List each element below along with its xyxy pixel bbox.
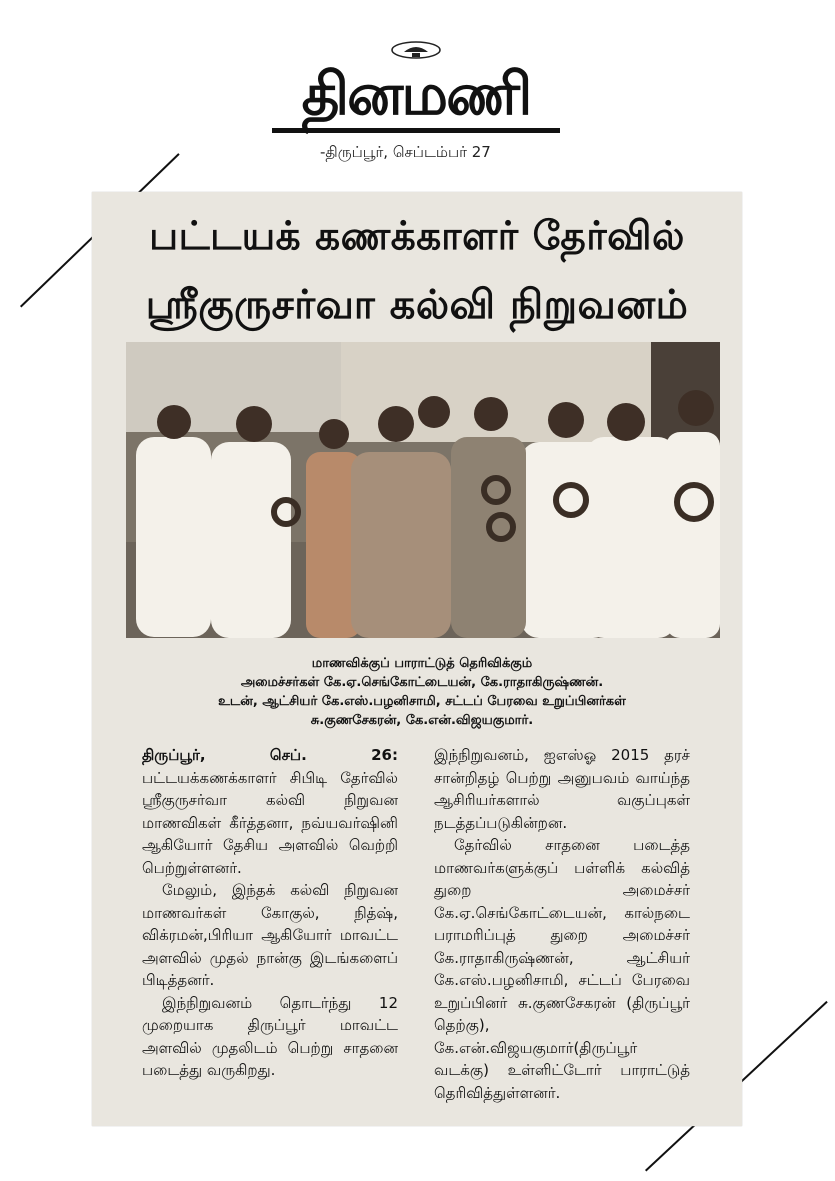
article-paragraph: இந்நிறுவனம் தொடர்ந்து 12 முறையாக திருப்பூர் மாவட்ட அளவில் முதலிடம் பெற்று சாதனை படைத்து வருகிறது.: [142, 993, 398, 1079]
article-paragraph: மேலும், இந்தக் கல்வி நிறுவன மாணவர்கள் கோகுல், நித்ஷ், விக்ரமன்,பிரியா ஆகியோர் மாவட்ட அளவில் முதல் நான்கு இடங்களைப் பிடித்தனர்.: [142, 881, 398, 989]
article-lead: திருப்பூர், செப். 26:: [142, 746, 398, 764]
masthead: [270, 36, 562, 136]
masthead-rule: [272, 128, 560, 133]
event-photo-illustration: [126, 342, 720, 638]
photo-caption: [132, 654, 712, 730]
article-column-2: [434, 744, 690, 1104]
caption-line: உடன், ஆட்சியர் கே.எஸ்.பழனிசாமி, சட்டப் பேரவை உறுப்பினர்கள்: [218, 694, 626, 709]
caption-line: அமைச்சர்கள் கே.ஏ.செங்கோட்டையன், கே.ராதாகிருஷ்ணன்.: [240, 675, 604, 690]
headline-line-1: பட்டயக் கணக்காளர் தேர்வில்: [149, 214, 685, 259]
article-text: பட்டயக்கணக்காளர் சிபிடி தேர்வில் ஸ்ரீகுருசர்வா கல்வி நிறுவன மாணவிகள் கீர்த்தனா, நவ்யவர்ஷினி ஆகியோர் தேசிய அளவில் வெற்றி பெற்றுள்ளனர்.: [142, 768, 398, 877]
caption-line: சு.குணசேகரன், கே.என்.விஜயகுமார்.: [310, 713, 534, 728]
lamp-emblem-icon: [390, 40, 442, 60]
article-paragraph: தேர்வில் சாதனை படைத்த மாணவர்களுக்குப் பள்ளிக் கல்வித் துறை அமைச்சர் கே.ஏ.செங்கோட்டையன், கால்நடை பராமரிப்புத் துறை அமைச்சர் கே.ராதாகிருஷ்ணன், ஆட்சியர் கே.எஸ்.பழனிசாமி, சட்டப் பேரவை உறுப்பினர் சு.குணசேகரன் (திருப்பூர் தெற்கு), கே.என்.விஜயகுமார்(திருப்பூர் வடக்கு) உள்ளிட்டோர் பாராட்டுத் தெரிவித்துள்ளனர்.: [434, 836, 690, 1102]
dateline: -திருப்பூர், செப்டம்பர் 27: [320, 143, 491, 161]
caption-line: மாணவிக்குப் பாராட்டுத் தெரிவிக்கும்: [311, 656, 533, 671]
headline-line-2: ஸ்ரீகுருசர்வா கல்வி நிறுவனம்: [145, 282, 689, 328]
newspaper-title: தினமணி: [301, 60, 531, 128]
article-paragraph: [142, 744, 398, 879]
news-clipping: [92, 192, 742, 1126]
article-paragraph: இந்நிறுவனம், ஐஎஸ்ஓ 2015 தரச் சான்றிதழ் பெற்று அனுபவம் வாய்ந்த ஆசிரியர்களால் வகுப்புகள் நடத்தப்படுகின்றன.: [434, 746, 690, 832]
event-photo: [126, 342, 720, 638]
article-column-1: [142, 744, 398, 1082]
